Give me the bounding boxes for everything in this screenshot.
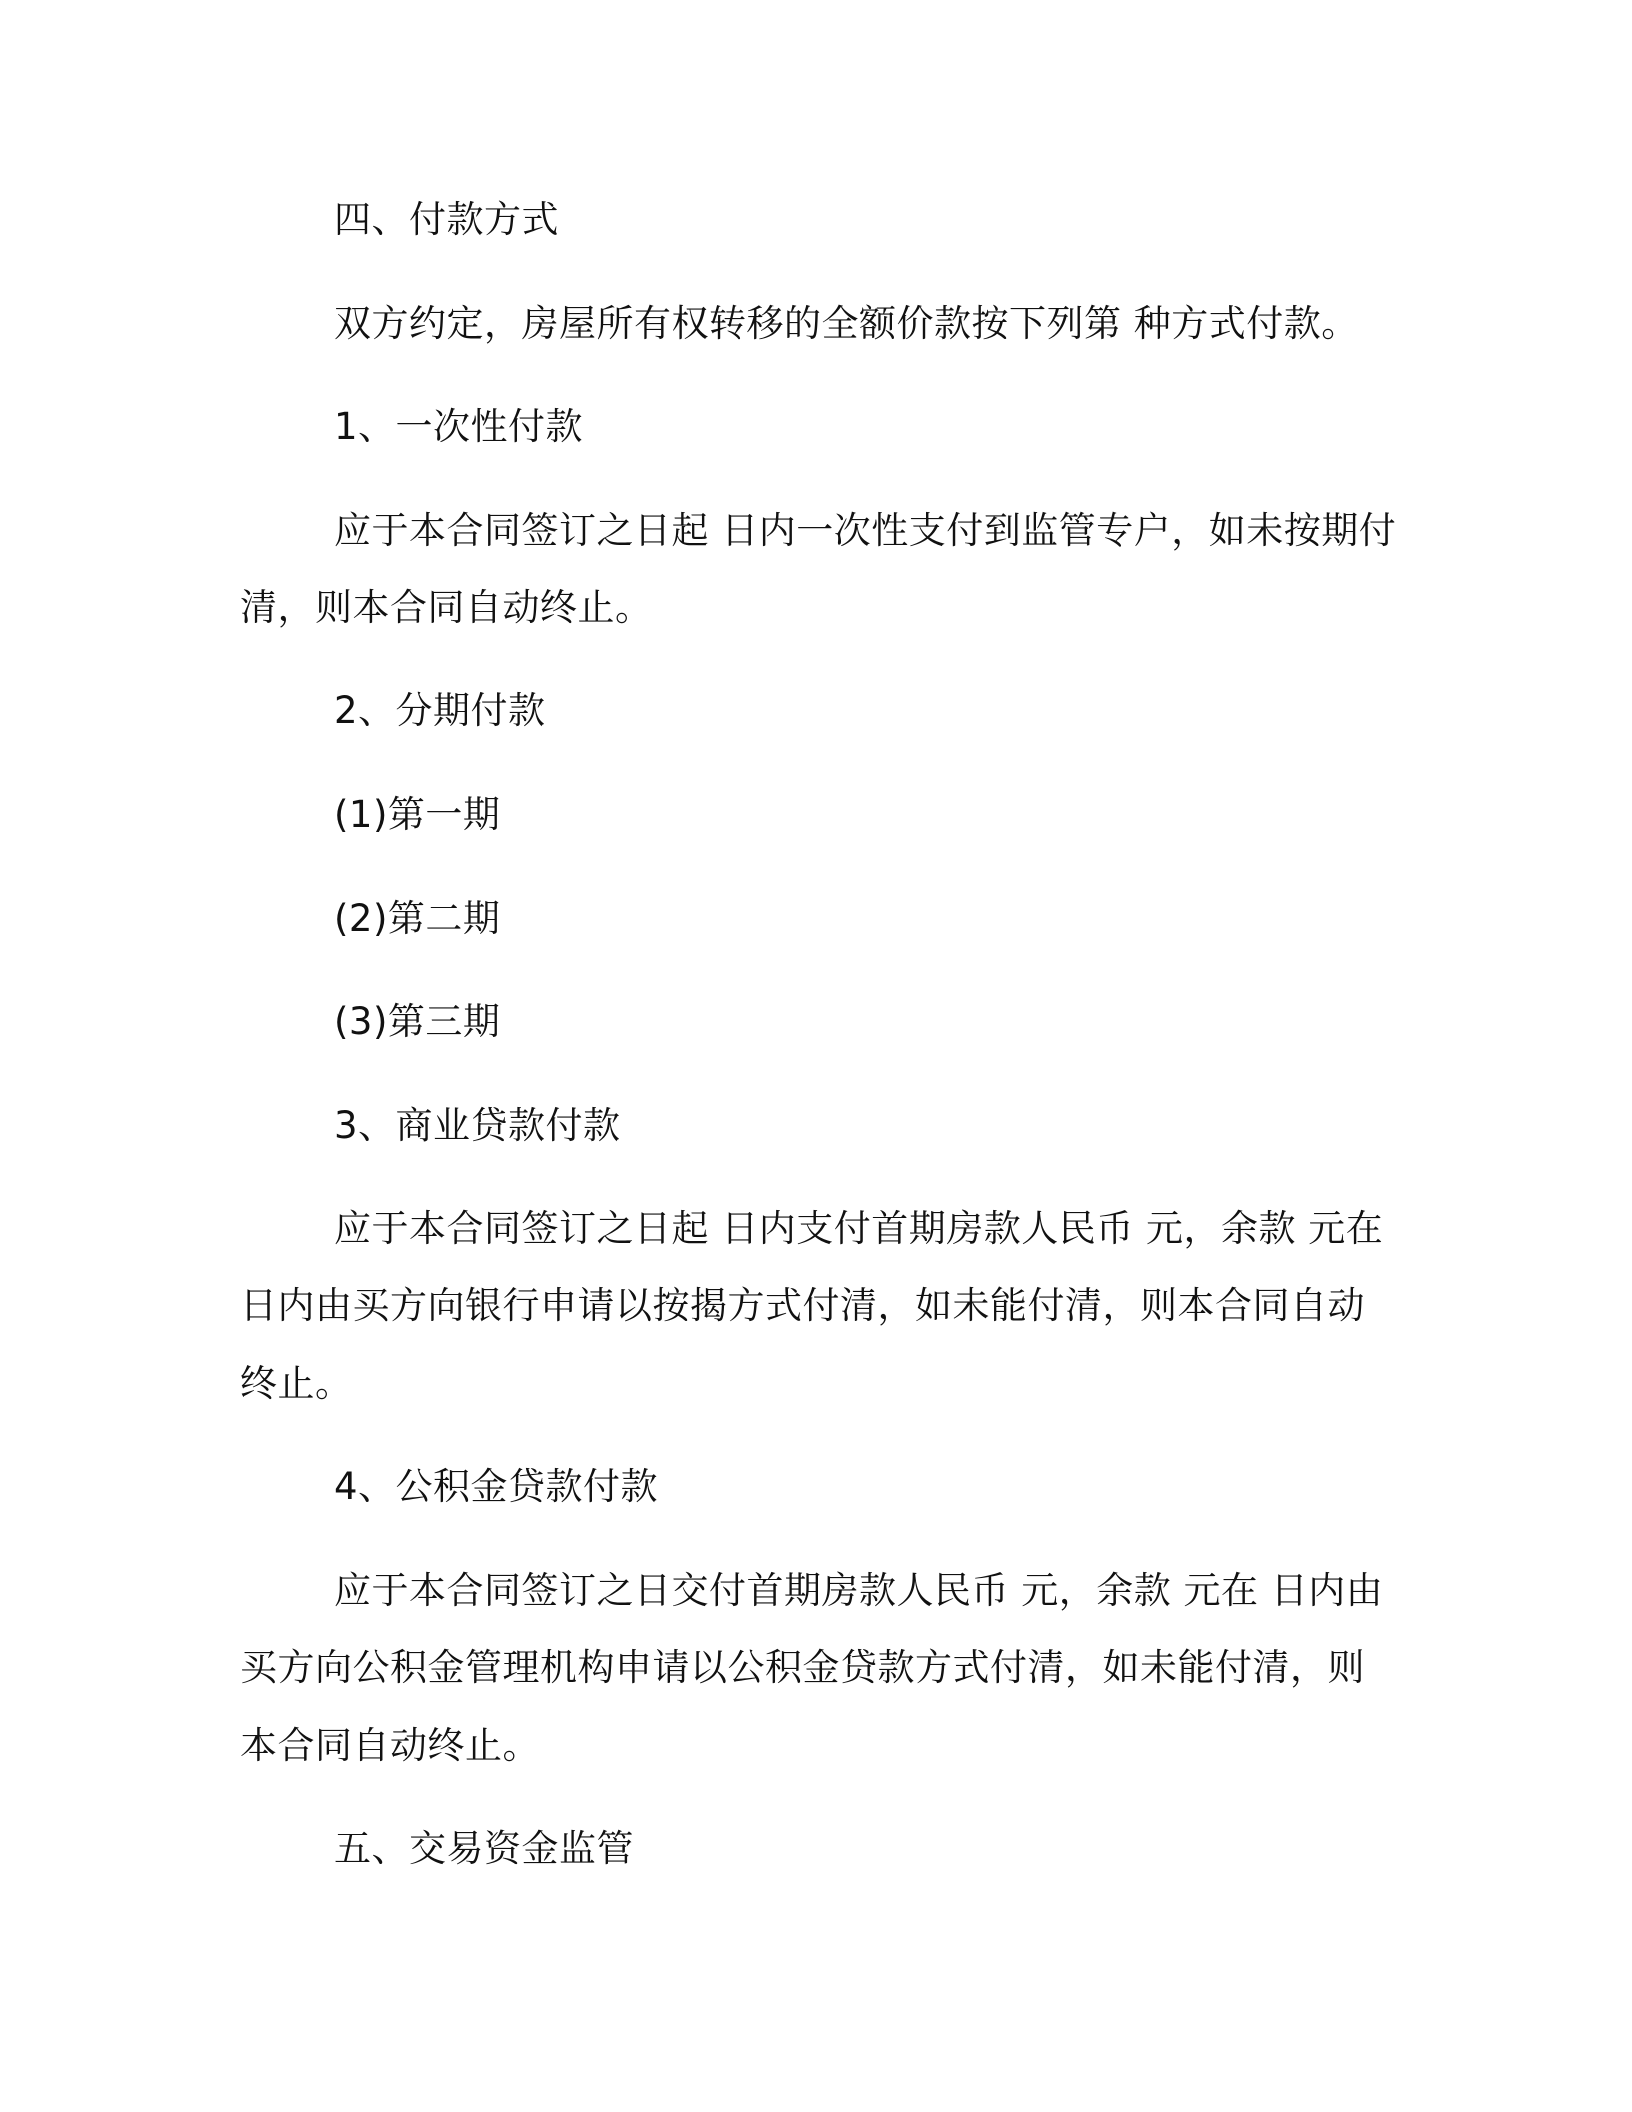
paragraph-line: 应于本合同签订之日交付首期房款人民币 元，余款 元在 日内由 xyxy=(334,1569,1384,1612)
paragraph-line: 应于本合同签订之日起 日内一次性支付到监管专户，如未按期付 xyxy=(334,509,1397,552)
item-heading-lump-sum: 1、一次性付款 xyxy=(334,405,584,448)
paragraph-line: 双方约定，房屋所有权转移的全额价款按下列第 种方式付款。 xyxy=(334,302,1359,345)
paragraph-line: 日内由买方向银行申请以按揭方式付清，如未能付清，则本合同自动 xyxy=(240,1284,1365,1327)
installment-item-2: (2)第二期 xyxy=(334,897,501,940)
item-heading-commercial-loan: 3、商业贷款付款 xyxy=(334,1104,621,1147)
paragraph-line: 本合同自动终止。 xyxy=(240,1724,540,1767)
section-heading-payment-method: 四、付款方式 xyxy=(334,198,559,241)
paragraph-line: 应于本合同签订之日起 日内支付首期房款人民币 元，余款 元在 xyxy=(334,1207,1384,1250)
item-heading-installment: 2、分期付款 xyxy=(334,689,546,732)
section-heading-fund-supervision: 五、交易资金监管 xyxy=(334,1827,634,1870)
installment-item-1: (1)第一期 xyxy=(334,793,501,836)
item-heading-provident-fund-loan: 4、公积金贷款付款 xyxy=(334,1465,659,1508)
installment-item-3: (3)第三期 xyxy=(334,1000,501,1043)
paragraph-line: 买方向公积金管理机构申请以公积金贷款方式付清，如未能付清，则 xyxy=(240,1646,1365,1689)
paragraph-line: 终止。 xyxy=(240,1362,353,1405)
paragraph-line: 清，则本合同自动终止。 xyxy=(240,586,653,629)
